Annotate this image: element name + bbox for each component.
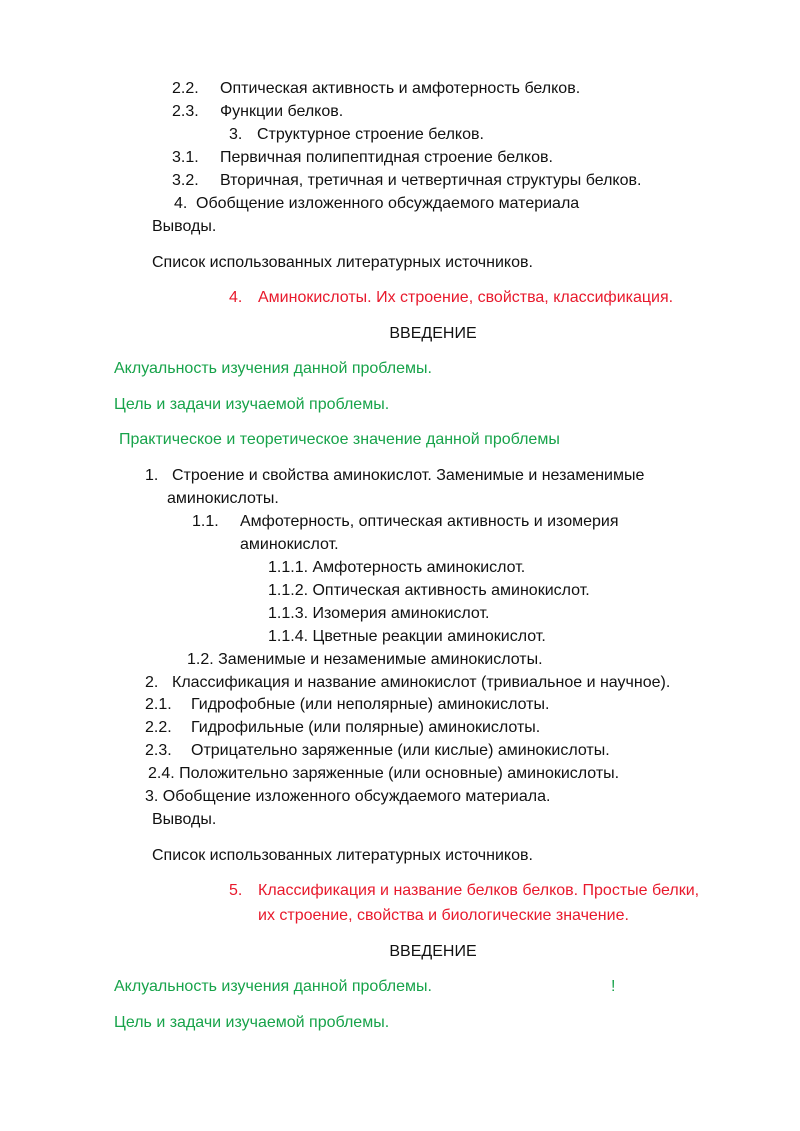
section-heading-5-continued: их строение, свойства и биологические значение. [258, 907, 629, 924]
item-number: 3.1. [172, 149, 199, 166]
item-number: 4. [229, 289, 243, 306]
item-number: 2.2. [172, 80, 199, 97]
item-number: 1.1. [192, 513, 219, 530]
toc-item-2-2b [145, 718, 540, 738]
conclusions-line: Выводы. [152, 218, 217, 235]
item-number: 2. [145, 674, 159, 691]
item-text: Классификация и название аминокислот (тривиальное и научное). [172, 674, 671, 691]
item-number: 2.2. [145, 719, 172, 736]
item-number: 2.3. [172, 103, 199, 120]
toc-item-2-1 [145, 695, 549, 715]
section-heading-5 [229, 881, 699, 901]
item-text: Структурное строение белков. [257, 126, 484, 143]
references-line-2: Список использованных литературных источников. [152, 847, 533, 864]
toc-item-2-4: 2.4. Положительно заряженные (или основные) аминокислоты. [148, 765, 620, 782]
toc-item-1-1 [192, 512, 619, 532]
toc-item-3 [229, 125, 484, 145]
toc-item-2-3b [145, 741, 610, 761]
toc-item-4 [174, 194, 579, 214]
item-text: Амфотерность, оптическая активность и изомерия [240, 513, 619, 530]
item-text: Вторичная, третичная и четвертичная структуры белков. [220, 172, 642, 189]
toc-item-1 [145, 466, 644, 486]
item-number: 3. [229, 126, 243, 143]
toc-item-2-3 [172, 102, 343, 122]
significance-line: Практическое и теоретическое значение данной проблемы [119, 431, 560, 448]
goals-line-2: Цель и задачи изучаемой проблемы. [114, 1014, 390, 1031]
toc-item-3-1 [172, 148, 553, 168]
item-text: Гидрофильные (или полярные) аминокислоты. [191, 719, 541, 736]
introduction-heading: ВВЕДЕНИЕ [389, 325, 477, 342]
toc-item-1-1-3: 1.1.3. Изомерия аминокислот. [268, 605, 490, 622]
toc-item-2 [145, 673, 670, 693]
toc-item-3-2 [172, 171, 641, 191]
item-text: Функции белков. [220, 103, 344, 120]
item-number: 2.3. [145, 742, 172, 759]
item-number: 5. [229, 882, 243, 899]
toc-item-1-1-4: 1.1.4. Цветные реакции аминокислот. [268, 628, 546, 645]
toc-item-1-2: 1.2. Заменимые и незаменимые аминокислоты. [187, 651, 543, 668]
item-number: 3.2. [172, 172, 199, 189]
toc-item-3b: 3. Обобщение изложенного обсуждаемого материала. [145, 788, 551, 805]
conclusions-line-2: Выводы. [152, 811, 217, 828]
item-number: 2.1. [145, 696, 172, 713]
toc-item-1-1-2: 1.1.2. Оптическая активность аминокислот. [268, 582, 590, 599]
relevance-line: Аклуальность изучения данной проблемы. [114, 360, 432, 377]
goals-line: Цель и задачи изучаемой проблемы. [114, 396, 390, 413]
relevance-line-2: Аклуальность изучения данной проблемы. [114, 978, 432, 995]
item-text: Первичная полипептидная строение белков. [220, 149, 553, 166]
item-number: 1. [145, 467, 159, 484]
section-heading-4 [229, 288, 673, 308]
item-text: Строение и свойства аминокислот. Заменимые и незаменимые [172, 467, 645, 484]
toc-item-1-1-1: 1.1.1. Амфотерность аминокислот. [268, 559, 526, 576]
toc-item-1-1-continued: аминокислот. [240, 536, 339, 553]
introduction-heading-2: ВВЕДЕНИЕ [389, 943, 477, 960]
toc-item-2-2 [172, 79, 580, 99]
item-number: 4. [174, 195, 188, 212]
item-text: Аминокислоты. Их строение, свойства, классификация. [258, 289, 674, 306]
item-text: Оптическая активность и амфотерность белков. [220, 80, 581, 97]
item-text: Гидрофобные (или неполярные) аминокислоты. [191, 696, 550, 713]
item-text: Отрицательно заряженные (или кислые) аминокислоты. [191, 742, 610, 759]
references-line: Список использованных литературных источников. [152, 254, 533, 271]
item-text: Классификация и название белков белков. Простые белки, [258, 882, 700, 899]
item-text: Обобщение изложенного обсуждаемого материала [196, 195, 580, 212]
exclamation-mark: ! [611, 978, 616, 995]
toc-item-1-continued: аминокислоты. [167, 490, 279, 507]
